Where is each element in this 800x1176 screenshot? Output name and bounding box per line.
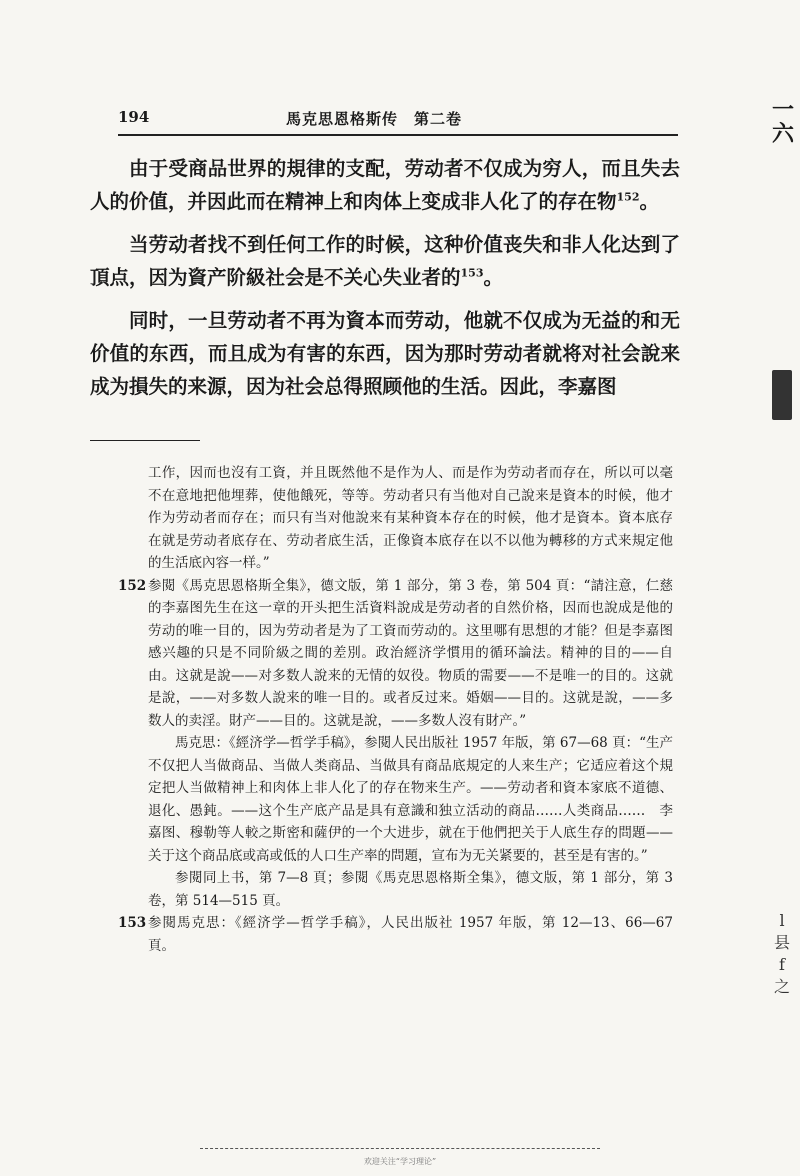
- footnotes: [118, 462, 673, 957]
- footnote-number: 153: [118, 915, 147, 931]
- footnote-ref-152[interactable]: 152: [616, 190, 640, 204]
- edge-mark-top-text: 一 六: [771, 97, 794, 147]
- body-paragraph-2-tail: 。: [483, 266, 503, 289]
- edge-ink-block: [772, 370, 792, 420]
- footnote-152-sub-1: 馬克思：《經济学—哲学手稿》，参閱人民出版社 1957 年版，第 67—68 頁：“生产不仅把人当做商品、当做人类商品、当做具有商品底規定的人来生产；它适应着这个規定把人当做精神上和肉体上非人化了的存在物来生产。——劳动者和資本家底不道德、退化、愚鈍。——这个生产底产品是具有意識和独立活动的商品……人类商品…… 李嘉图、穆勒等人較之斯密和薩伊的一个大进步，就在于他們把关于人底生存的問題——关于这个商品底或高或低的人口生产率的問題，宣布为无关紧要的，甚至是有害的。”: [148, 735, 673, 864]
- edge-mark-lower: [770, 910, 794, 998]
- body-paragraph-2: [90, 228, 680, 294]
- body-paragraph-1-tail: 。: [639, 190, 659, 213]
- body-paragraph-1-text: 由于受商品世界的規律的支配，劳动者不仅成为穷人，而且失去人的价值，并因此而在精神上和肉体上变成非人化了的存在物: [90, 157, 680, 213]
- main-body: [90, 152, 680, 413]
- header-rule: [118, 134, 678, 136]
- body-paragraph-3-text: 同时，一旦劳动者不再为資本而劳动，他就不仅成为无益的和无价值的东西，而且成为有害的东西，因为那时劳动者就将对社会說来成为損失的来源，因为社会总得照顾他的生活。因此，李嘉图: [90, 309, 680, 398]
- page-header: [118, 108, 678, 136]
- body-paragraph-2-text: 当劳动者找不到任何工作的时候，这种价值丧失和非人化达到了頂点，因为資产阶級社会是不关心失业者的: [90, 233, 680, 289]
- footnote-152-sub-2: 参閱同上书，第 7—8 頁；参閱《馬克思恩格斯全集》，德文版，第 1 部分，第 3 卷，第 514—515 頁。: [148, 870, 673, 909]
- footnote-152: [118, 575, 673, 733]
- edge-mark-lower-text: l 县 f 之: [773, 911, 790, 996]
- running-title: 馬克思恩格斯传 第二卷: [286, 110, 463, 128]
- body-paragraph-1: [90, 152, 680, 218]
- footer-rule: [200, 1148, 600, 1149]
- footnote-text: 参閱馬克思：《經济学—哲学手稿》，人民出版社 1957 年版，第 12—13、66—67 頁。: [148, 915, 673, 954]
- edge-mark-top: [768, 98, 798, 146]
- footnote-ref-153[interactable]: 153: [460, 266, 484, 280]
- footnote-number: 152: [118, 577, 147, 594]
- footnote-rule: [90, 440, 200, 441]
- footnote-text: 参閱《馬克思恩格斯全集》，德文版，第 1 部分，第 3 卷，第 504 頁：“請注意，仁慈的李嘉图先生在这一章的开头把生活資料說成是劳动者的自然价格，因而也說成是他的劳动的唯一目的，因为劳动者是为了工資而劳动的。这里哪有思想的才能？但是李嘉图感兴趣的只是不同阶級之間的差別。政治經济学慣用的循环論法。精神的目的——自由。这就是說——对多数人說来的无情的奴役。物质的需要——不是唯一的目的。这就是說，——对多数人說来的唯一目的。或者反过来。婚姻——目的。这就是說，——多数人的卖淫。財产——目的。这就是說，——多数人沒有財产。”: [148, 577, 673, 729]
- body-paragraph-3: [90, 304, 680, 403]
- footnote-153: [118, 912, 673, 957]
- page-number: 194: [118, 108, 150, 126]
- footer-watermark: 欢迎关注“学习理论”: [363, 1157, 437, 1166]
- footnote-continuation: 工作，因而也沒有工資，并且既然他不是作为人、而是作为劳动者而存在，所以可以毫不在意地把他埋葬，使他餓死，等等。劳动者只有当他对自己說来是資本的时候，他才作为劳动者而存在；而只有当对他說来有某种資本存在的时候，他才是資本。資本底存在就是劳动者底存在、劳动者底生活，正像資本底存在以不以他为轉移的方式来規定他的生活底內容一样。”: [148, 465, 673, 571]
